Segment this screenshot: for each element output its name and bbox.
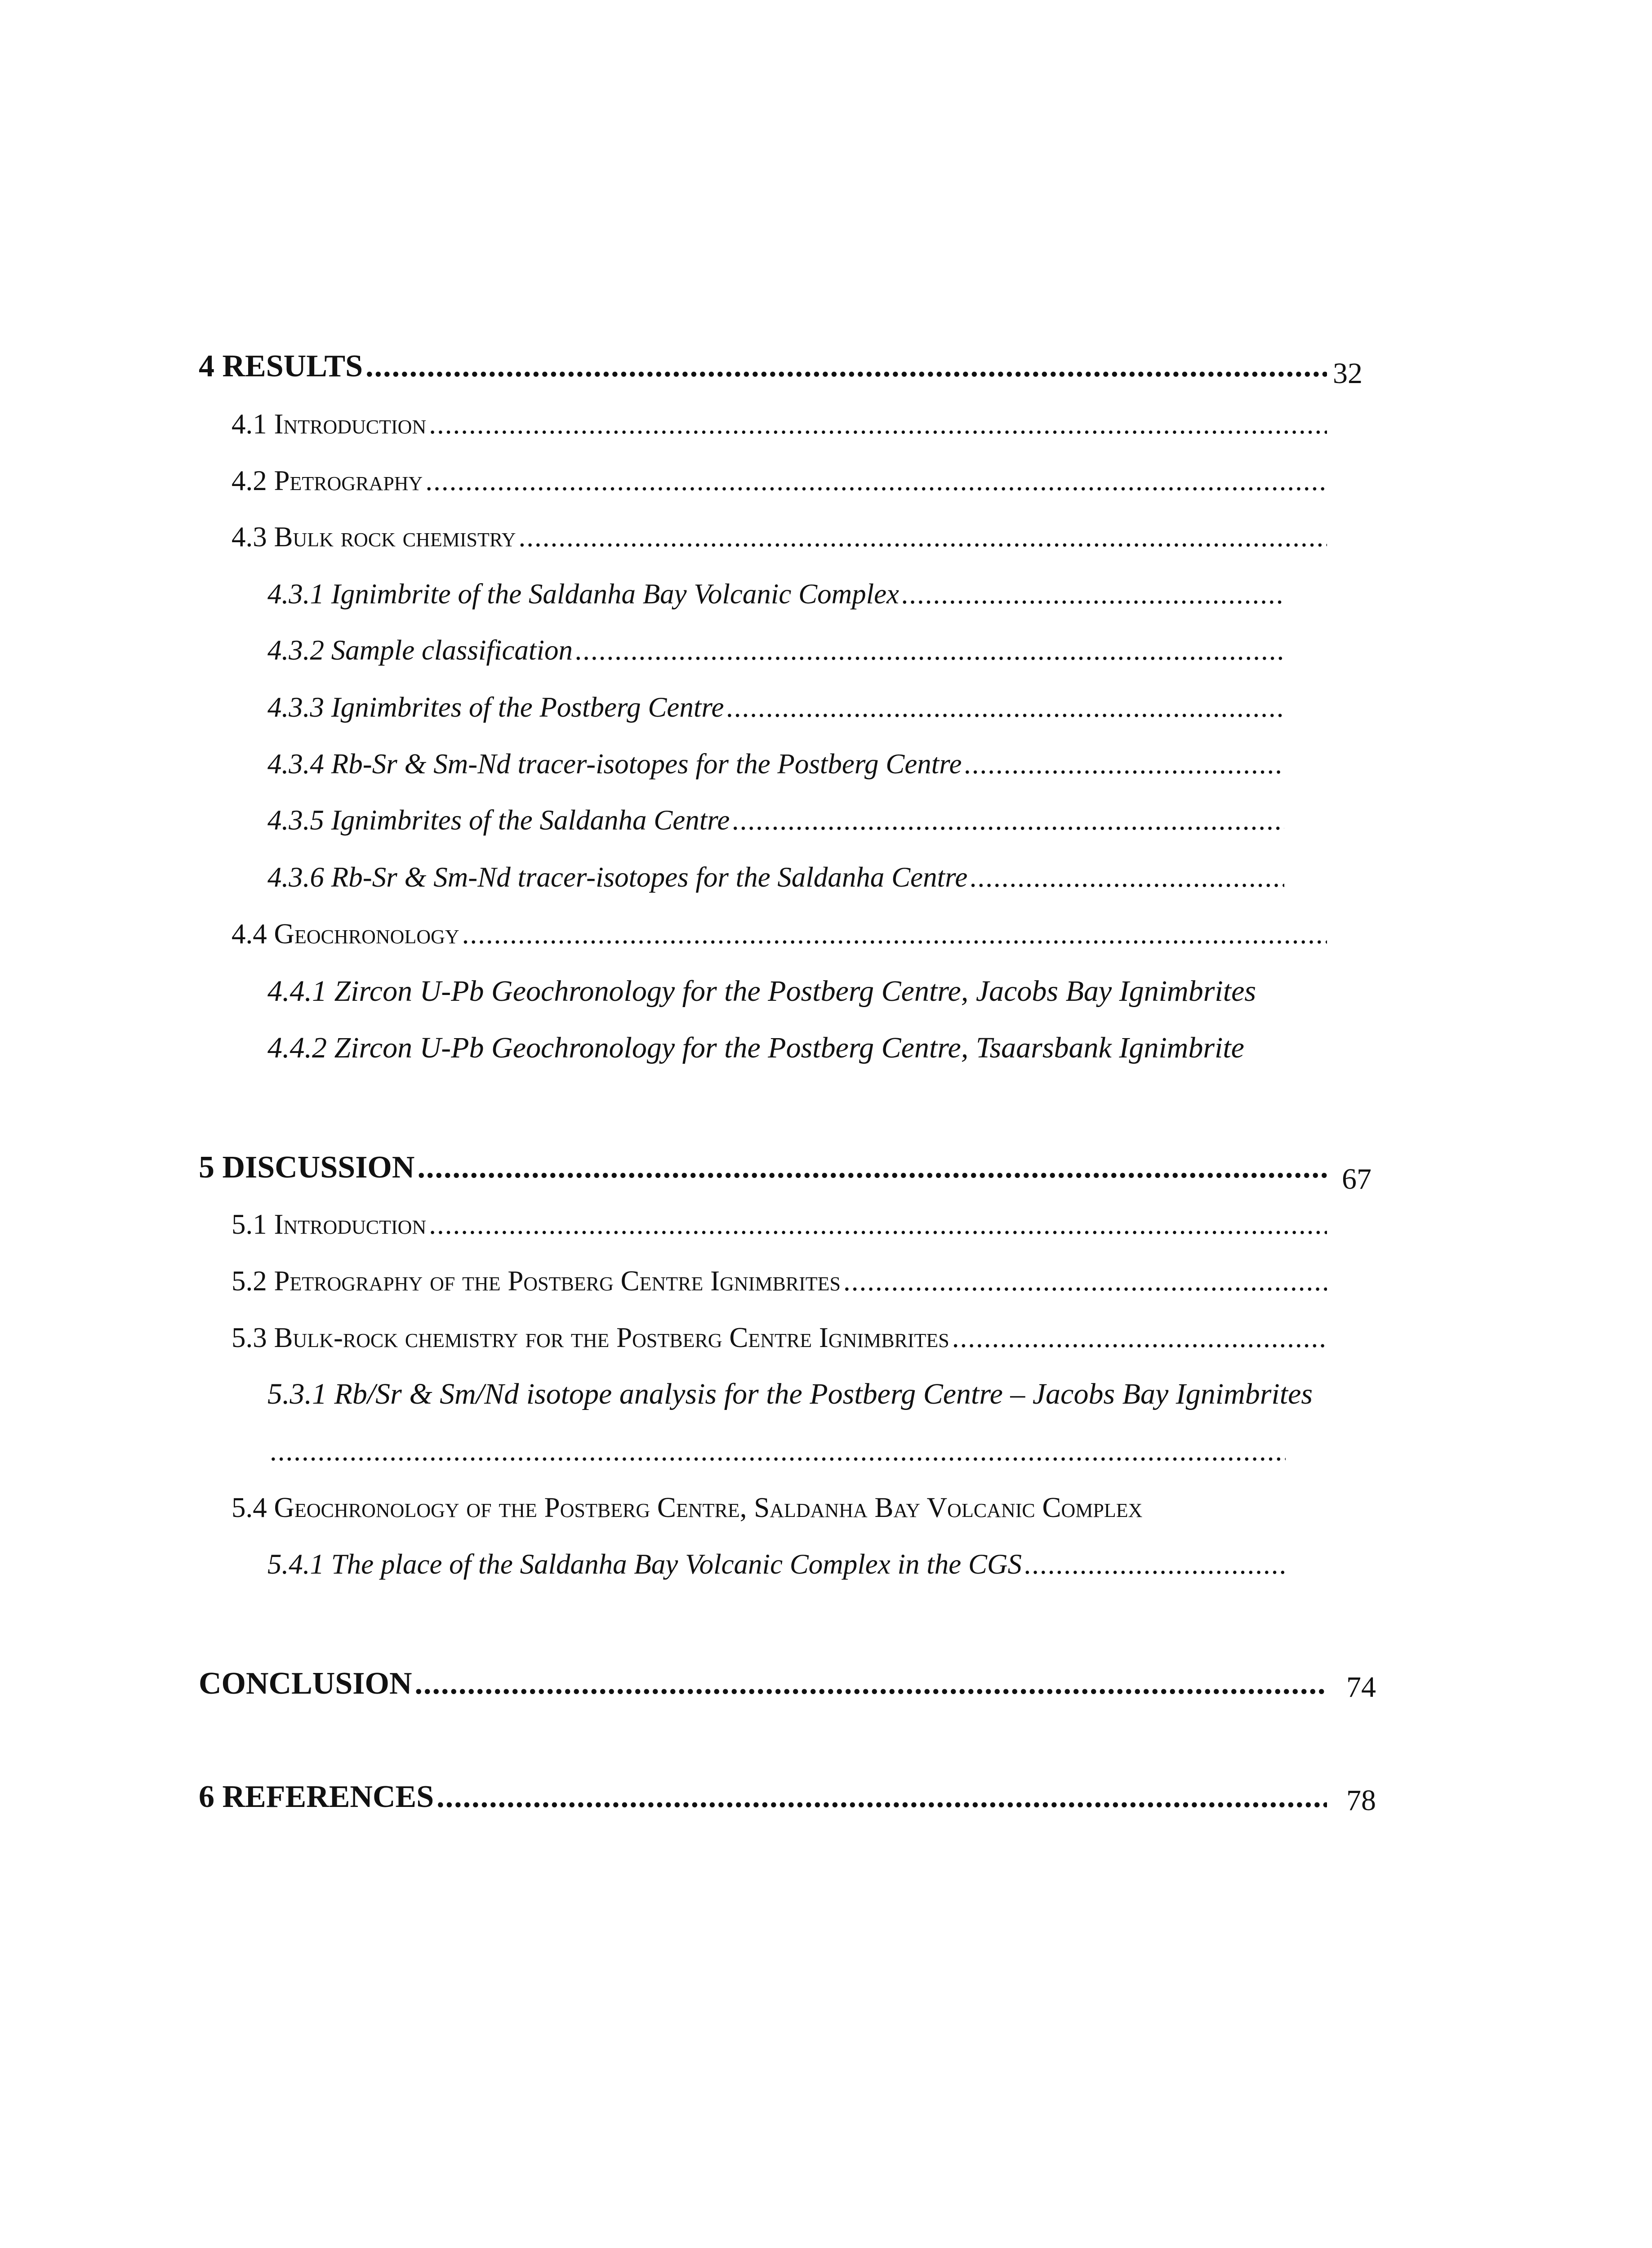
toc-item-number: 4.4.1 [267, 975, 327, 1008]
dot-leader [429, 410, 1327, 438]
toc-item-number: 5.4.1 [267, 1548, 324, 1580]
dot-leader [726, 693, 1284, 722]
toc-item-number: 5.1 [232, 1209, 267, 1240]
toc-item-number: 4.3 [232, 521, 267, 553]
toc-item-title: Petrography of the Postberg Centre Ignimbrites [274, 1265, 841, 1297]
toc-item-title: Rb/Sr & Sm/Nd isotope analysis for the Postberg Centre – Jacobs Bay Ignimbrites [334, 1378, 1313, 1410]
toc-item-title: Ignimbrite of the Saldanha Bay Volcanic Complex [331, 578, 899, 610]
dot-leader [970, 863, 1284, 892]
toc-item-title: Rb-Sr & Sm-Nd tracer-isotopes for the Postberg Centre [331, 748, 962, 780]
toc-item-number: 4.3.2 [267, 634, 324, 666]
toc-item[interactable] [267, 977, 1256, 1006]
toc-item[interactable] [232, 1494, 1142, 1522]
toc-item-number: 5.3.1 [267, 1378, 327, 1410]
dot-leader [732, 806, 1284, 834]
toc-item-title: Ignimbrites of the Saldanha Centre [331, 804, 730, 836]
toc-item[interactable] [267, 636, 1284, 665]
dot-leader [365, 351, 1327, 382]
toc-page-number: 78 [1346, 1784, 1376, 1817]
toc-item-number: 4.3.1 [267, 578, 324, 610]
dot-leader [425, 467, 1327, 495]
toc-item[interactable] [232, 467, 1327, 495]
dot-leader [270, 1437, 1286, 1465]
toc-item-title: Introduction [274, 1209, 427, 1240]
toc-item[interactable] [232, 1324, 1327, 1352]
toc-item-number: 4.4 [232, 918, 267, 950]
dot-leader [417, 1152, 1327, 1183]
dot-leader [429, 1210, 1327, 1239]
toc-item[interactable] [267, 580, 1284, 608]
toc-item[interactable] [232, 410, 1327, 438]
toc-item-number: 4.1 [232, 408, 267, 440]
toc-page-number: 67 [1342, 1163, 1371, 1195]
toc-item[interactable] [232, 1210, 1327, 1239]
toc-page-number: 74 [1346, 1671, 1376, 1704]
toc-heading-results[interactable] [199, 351, 1327, 382]
toc-item[interactable] [267, 1033, 1244, 1063]
toc-heading-label: 6 REFERENCES [199, 1780, 434, 1814]
toc-item-title: Bulk-rock chemistry for the Postberg Centre Ignimbrites [274, 1322, 949, 1353]
toc-item-number: 4.3.3 [267, 691, 324, 723]
dot-leader [415, 1668, 1327, 1699]
dot-leader [436, 1781, 1327, 1813]
dot-leader [964, 750, 1284, 778]
toc-item[interactable] [267, 1379, 1313, 1409]
toc-item-title: Introduction [274, 408, 427, 440]
toc-item[interactable] [232, 1267, 1327, 1295]
toc-item[interactable] [267, 750, 1284, 778]
toc-heading-label: 4 RESULTS [199, 349, 363, 384]
toc-item-title: Ignimbrites of the Postberg Centre [331, 691, 724, 723]
toc-item-number: 5.2 [232, 1265, 267, 1297]
dot-leader [902, 580, 1284, 608]
toc-item-number: 4.4.2 [267, 1031, 327, 1064]
toc-item[interactable] [267, 1550, 1284, 1579]
toc-item[interactable] [267, 693, 1284, 722]
toc-item-number: 4.3.4 [267, 748, 324, 780]
dot-leader [575, 636, 1284, 665]
toc-item-title: The place of the Saldanha Bay Volcanic Complex in the CGS [331, 1548, 1022, 1580]
dot-leader [1024, 1550, 1284, 1579]
toc-item-number: 4.3.6 [267, 861, 324, 893]
toc-item-title: Petrography [274, 465, 423, 496]
toc-item-title: Sample classification [331, 634, 573, 666]
toc-item[interactable] [267, 806, 1284, 834]
toc-item-title: Zircon U-Pb Geochronology for the Postberg Centre, Jacobs Bay Ignimbrites [334, 975, 1256, 1008]
toc-item-number: 5.3 [232, 1322, 267, 1353]
toc-item-title: Geochronology [274, 918, 459, 950]
toc-item-number: 4.2 [232, 465, 267, 496]
toc-item[interactable] [267, 863, 1284, 892]
toc-heading-label: 5 DISCUSSION [199, 1150, 415, 1185]
toc-item-title: Geochronology of the Postberg Centre, Saldanha Bay Volcanic Complex [274, 1492, 1143, 1523]
toc-heading-label: CONCLUSION [199, 1666, 412, 1701]
dot-leader [462, 920, 1327, 948]
dot-leader [952, 1324, 1327, 1352]
toc-heading-conclusion[interactable] [199, 1668, 1327, 1699]
toc-item[interactable] [232, 920, 1327, 948]
toc-item[interactable] [232, 523, 1327, 551]
toc-item-title: Rb-Sr & Sm-Nd tracer-isotopes for the Saldanha Centre [331, 861, 968, 893]
toc-item-title: Bulk rock chemistry [274, 521, 516, 553]
toc-item-number: 5.4 [232, 1492, 267, 1523]
toc-heading-references[interactable] [199, 1781, 1327, 1813]
toc-item-number: 4.3.5 [267, 804, 324, 836]
toc-page-number: 32 [1333, 357, 1363, 390]
dot-leader [519, 523, 1327, 551]
toc-item-title: Zircon U-Pb Geochronology for the Postberg Centre, Tsaarsbank Ignimbrite [334, 1031, 1244, 1064]
dot-leader [843, 1267, 1327, 1295]
toc-heading-discussion[interactable] [199, 1152, 1327, 1183]
